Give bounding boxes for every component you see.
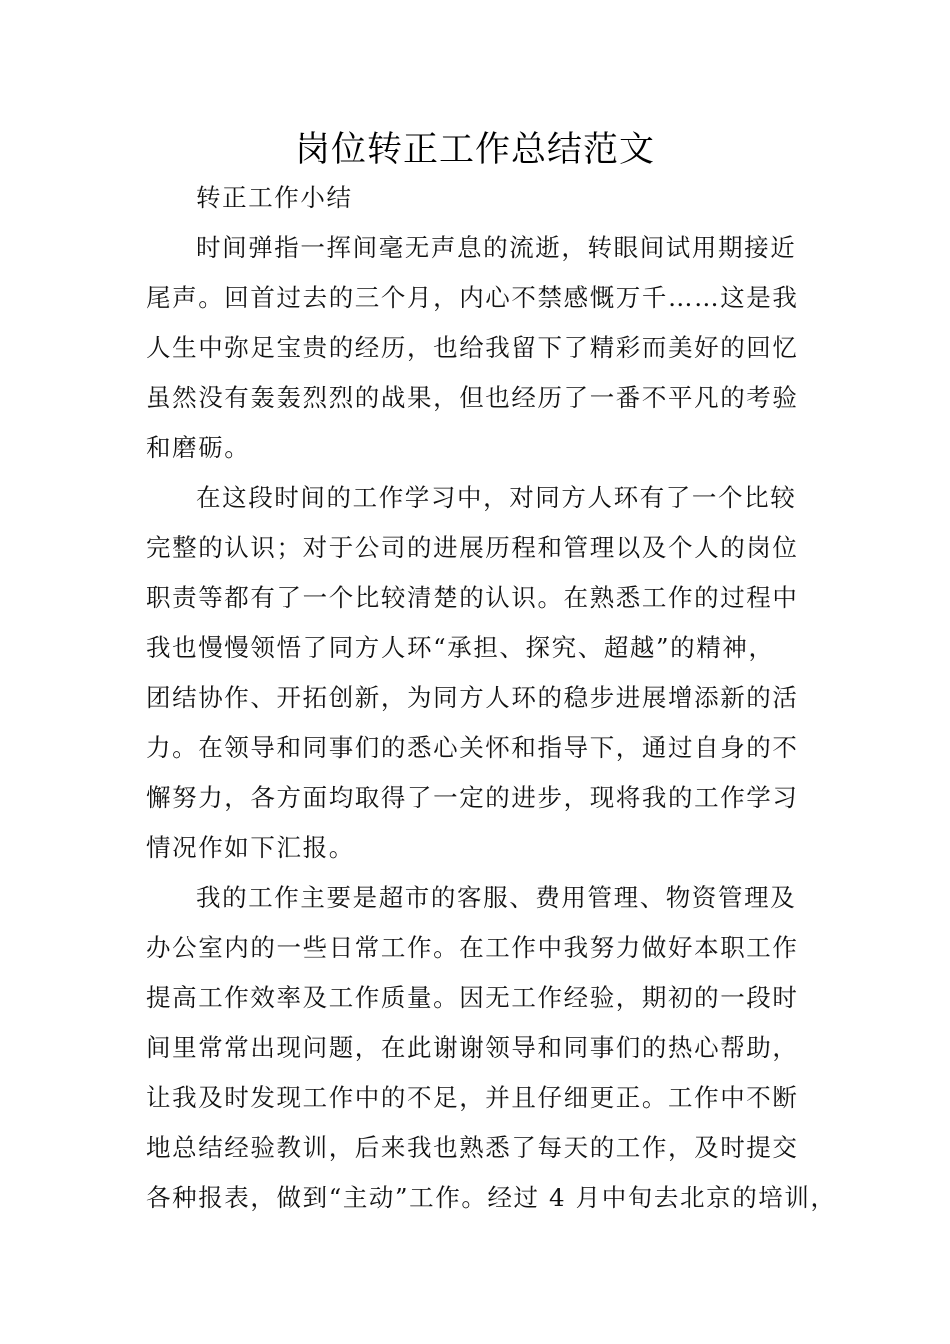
paragraph-line: 人生中弥足宝贵的经历，也给我留下了精彩而美好的回忆 bbox=[146, 333, 799, 362]
paragraph-line: 和磨砺。 bbox=[146, 433, 251, 462]
paragraph-line: 地总结经验教训，后来我也熟悉了每天的工作，及时提交 bbox=[146, 1133, 799, 1162]
paragraph-line: 力。在领导和同事们的悉心关怀和指导下，通过自身的不 bbox=[146, 733, 799, 762]
paragraph-line: 时间弹指一挥间毫无声息的流逝，转眼间试用期接近 bbox=[196, 233, 797, 262]
document-subtitle: 转正工作小结 bbox=[196, 183, 353, 212]
paragraph-line: 在这段时间的工作学习中，对同方人环有了一个比较 bbox=[196, 483, 797, 512]
document-title: 岗位转正工作总结范文 bbox=[294, 130, 655, 170]
paragraph-line: 懈努力，各方面均取得了一定的进步，现将我的工作学习 bbox=[146, 783, 799, 812]
paragraph-line: 提高工作效率及工作质量。因无工作经验，期初的一段时 bbox=[146, 983, 799, 1012]
paragraph-line: 让我及时发现工作中的不足，并且仔细更正。工作中不断 bbox=[146, 1083, 799, 1112]
paragraph-line: 完整的认识；对于公司的进展历程和管理以及个人的岗位 bbox=[146, 533, 799, 562]
paragraph-line: 团结协作、开拓创新，为同方人环的稳步进展增添新的活 bbox=[146, 683, 799, 712]
paragraph-line: 间里常常出现问题，在此谢谢领导和同事们的热心帮助， bbox=[146, 1033, 799, 1062]
paragraph-line: 办公室内的一些日常工作。在工作中我努力做好本职工作 bbox=[146, 933, 799, 962]
paragraph-line: 我也慢慢领悟了同方人环“承担、探究、超越”的精神， bbox=[146, 633, 775, 662]
paragraph-line: 职责等都有了一个比较清楚的认识。在熟悉工作的过程中 bbox=[146, 583, 799, 612]
paragraph-line: 各种报表，做到“主动”工作。经过 4 月中旬去北京的培训， bbox=[146, 1183, 837, 1212]
paragraph-line: 情况作如下汇报。 bbox=[146, 833, 355, 862]
paragraph-line: 虽然没有轰轰烈烈的战果，但也经历了一番不平凡的考验 bbox=[146, 383, 799, 412]
paragraph-line: 我的工作主要是超市的客服、费用管理、物资管理及 bbox=[196, 883, 797, 912]
paragraph-line: 尾声。回首过去的三个月，内心不禁感慨万千……这是我 bbox=[146, 283, 799, 312]
